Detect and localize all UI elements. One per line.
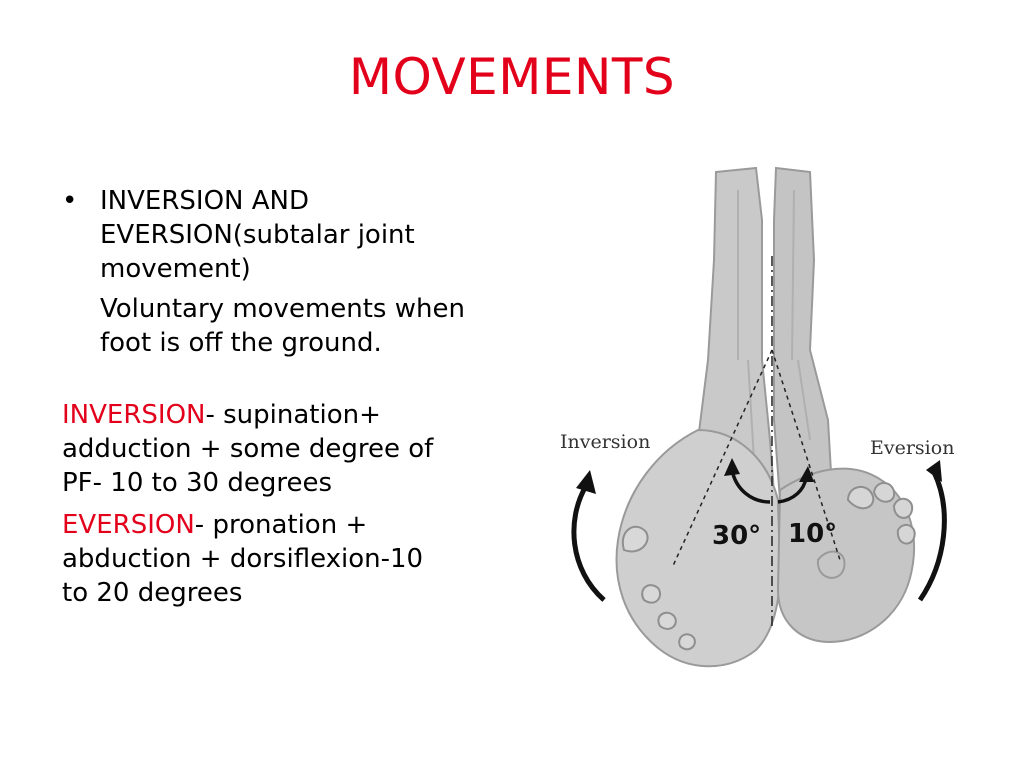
bullet-paragraph-line-1: Voluntary movements when xyxy=(100,294,465,324)
inversion-term: INVERSION xyxy=(62,400,206,430)
inversion-label: Inversion xyxy=(560,431,651,453)
inversion-text-line-3: PF- 10 to 30 degrees xyxy=(62,468,333,498)
inversion-motion-arrow xyxy=(574,486,604,600)
eversion-text-line-2: abduction + dorsiflexion-10 xyxy=(62,544,424,574)
eversion-text-line-3: to 20 degrees xyxy=(62,578,243,608)
inversion-text-line-1: - supination+ xyxy=(205,400,381,430)
slide-body xyxy=(62,184,512,610)
eversion-definition xyxy=(62,508,512,610)
eversion-text-line-1: - pronation + xyxy=(194,510,368,540)
eversion-motion-arrowhead xyxy=(926,460,942,482)
inversion-angle-value: 30° xyxy=(712,521,762,551)
inversion-text-line-2: adduction + some degree of xyxy=(62,434,434,464)
slide-title: MOVEMENTS xyxy=(348,48,676,106)
bullet-paragraph xyxy=(62,292,512,360)
right-leg-shape xyxy=(774,168,832,500)
bullet-symbol: • xyxy=(62,186,78,216)
eversion-label: Eversion xyxy=(870,437,955,459)
bullet-item xyxy=(62,184,512,286)
bullet-heading-line-2: EVERSION(subtalar joint xyxy=(100,220,415,250)
foot-inversion-eversion-figure xyxy=(548,160,958,690)
bullet-heading-line-1: INVERSION AND xyxy=(100,186,310,216)
eversion-angle-value: 10° xyxy=(788,519,838,549)
bullet-paragraph-line-2: foot is off the ground. xyxy=(100,328,382,358)
eversion-term: EVERSION xyxy=(62,510,195,540)
eversion-motion-arrow xyxy=(920,472,944,600)
bullet-heading-line-3: movement) xyxy=(100,254,251,284)
inversion-motion-arrowhead xyxy=(576,470,596,494)
inversion-definition xyxy=(62,398,512,500)
